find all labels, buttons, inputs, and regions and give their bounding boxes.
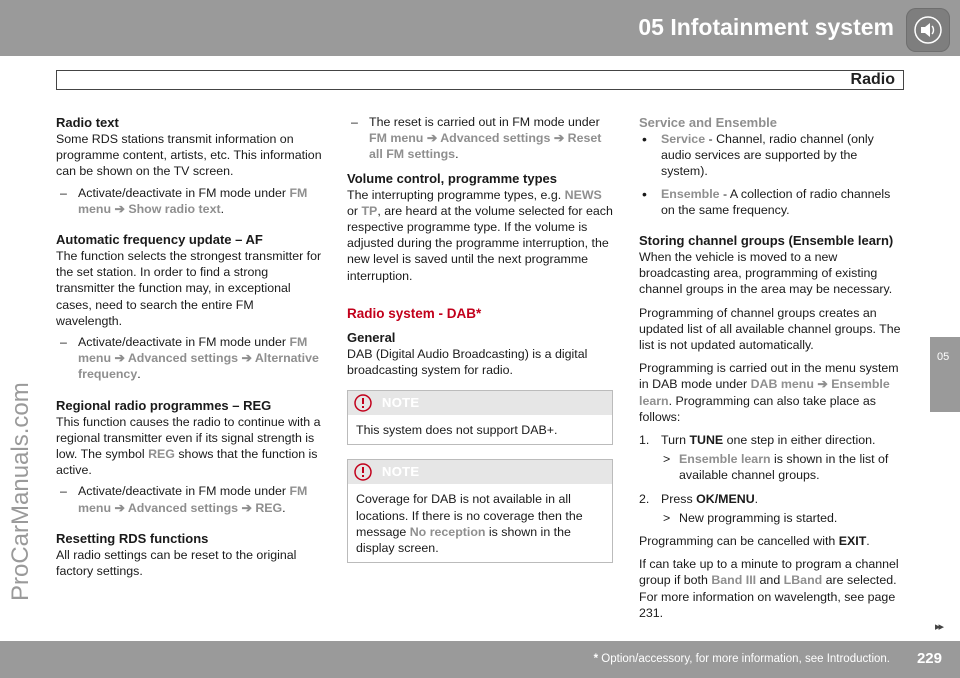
note-text: This system does not support DAB+. [356,423,558,438]
page-number: 229 [916,650,942,667]
section-title: Radio [850,71,895,88]
note-label: NOTE [382,395,420,411]
next-page-arrows: ▸▸ [934,621,942,633]
service-ensemble-heading: Service and Ensemble [639,115,778,130]
reg-body: This function causes the radio to continue with a regional transmitter even if its signal strength is low. The symbol REG shows that the function is active. [56,414,321,478]
fm-menu-link: FM menu [78,185,308,216]
speaker-icon [906,8,950,52]
note-box [347,390,613,445]
column-2 [347,114,613,563]
step-1-result: > Ensemble learn is shown in the list of available channel groups. [663,452,889,483]
step-2-result: > New programming is started. [663,510,838,525]
af-heading: Automatic frequency update – AF [56,232,263,248]
radio-text-step: – Activate/deactivate in FM mode under FM menu ➔ Show radio text. [56,185,322,217]
volume-body: The interrupting programme types, e.g. NEWS or TP, are heard at the volume selected for each respective programme type. If the volume is adjusted during the programme interruption, the new level is saved until the next programme interruption. [347,187,613,283]
reg-step: – Activate/deactivate in FM mode under FM menu ➔ Advanced settings ➔ REG. [56,483,322,515]
af-step: – Activate/deactivate in FM mode under FM menu ➔ Advanced settings ➔ Alternative frequency. [56,334,322,383]
storing-body-2: Programming of channel groups creates an updated list of all available channel groups. The list is not updated automatically. [639,305,901,353]
dab-body: DAB (Digital Audio Broadcasting) is a digital broadcasting system for radio. [347,346,588,378]
chapter-tab [930,337,960,412]
watermark-text: ProCarManuals.com [7,382,34,601]
radio-text-heading: Radio text [56,115,119,130]
general-heading: General [347,329,396,345]
time-note: If can take up to a minute to program a channel group if both Band III and LBand are selected. For more information on wavelength, see page 231. [639,557,899,620]
show-radio-text-link: Show radio text [128,201,221,216]
storing-heading: Storing channel groups (Ensemble learn) [639,233,894,249]
note-header [348,460,612,484]
chapter-title: 05 Infotainment system [638,14,894,40]
section-bar [56,70,904,90]
list-item: • Ensemble - A collection of radio channels on the same frequency. [639,186,907,218]
reg-heading: Regional radio programmes – REG [56,397,272,413]
dab-heading: Radio system - DAB* [347,305,482,321]
storing-body-3: Programming is carried out in the menu system in DAB mode under DAB menu ➔ Ensemble learn. Programming can also take place as follows: [639,361,899,424]
column-1 [56,114,322,579]
footer-note: * Option/accessory, for more information, see Introduction. [593,653,890,665]
reset-body: All radio settings can be reset to the original factory settings. [56,547,297,579]
chapter-header [0,0,960,56]
page-footer [0,641,960,678]
note-text: Coverage for DAB is not available in all locations. If there is no coverage then the message No reception is shown in the display screen. [356,492,583,556]
note-label: NOTE [382,464,420,480]
warning-icon [354,394,372,412]
column-3 [639,114,907,621]
chapter-tab-label: 05 [937,351,950,363]
radio-text-body: Some RDS stations transmit information on programme content, artists, etc. This information can be shown on the TV screen. [56,132,322,179]
warning-icon [354,463,372,481]
storing-body-1: When the vehicle is moved to a new broadcasting area, programming of existing channel groups in the area may be necessary. [639,250,893,297]
cancel-text: Programming can be cancelled with EXIT. [639,534,870,549]
note-header [348,391,612,415]
watermark [6,226,36,606]
list-item: • Service - Channel, radio channel (only audio services are supported by the system). [639,131,907,180]
reset-heading: Resetting RDS functions [56,530,209,546]
step-1: 1. Turn TUNE one step in either direction. [639,433,876,448]
note-box [347,459,613,563]
volume-heading: Volume control, programme types [347,170,557,186]
reset-step: – The reset is carried out in FM mode under FM menu ➔ Advanced settings ➔ Reset all FM settings. [347,114,613,163]
af-body: The function selects the strongest transmitter for the set station. In order to find a strong transmitter the function may, in exceptional cases, need to search the entire FM wavelength. [56,249,322,328]
step-2: 2. Press OK/MENU. [639,491,759,506]
